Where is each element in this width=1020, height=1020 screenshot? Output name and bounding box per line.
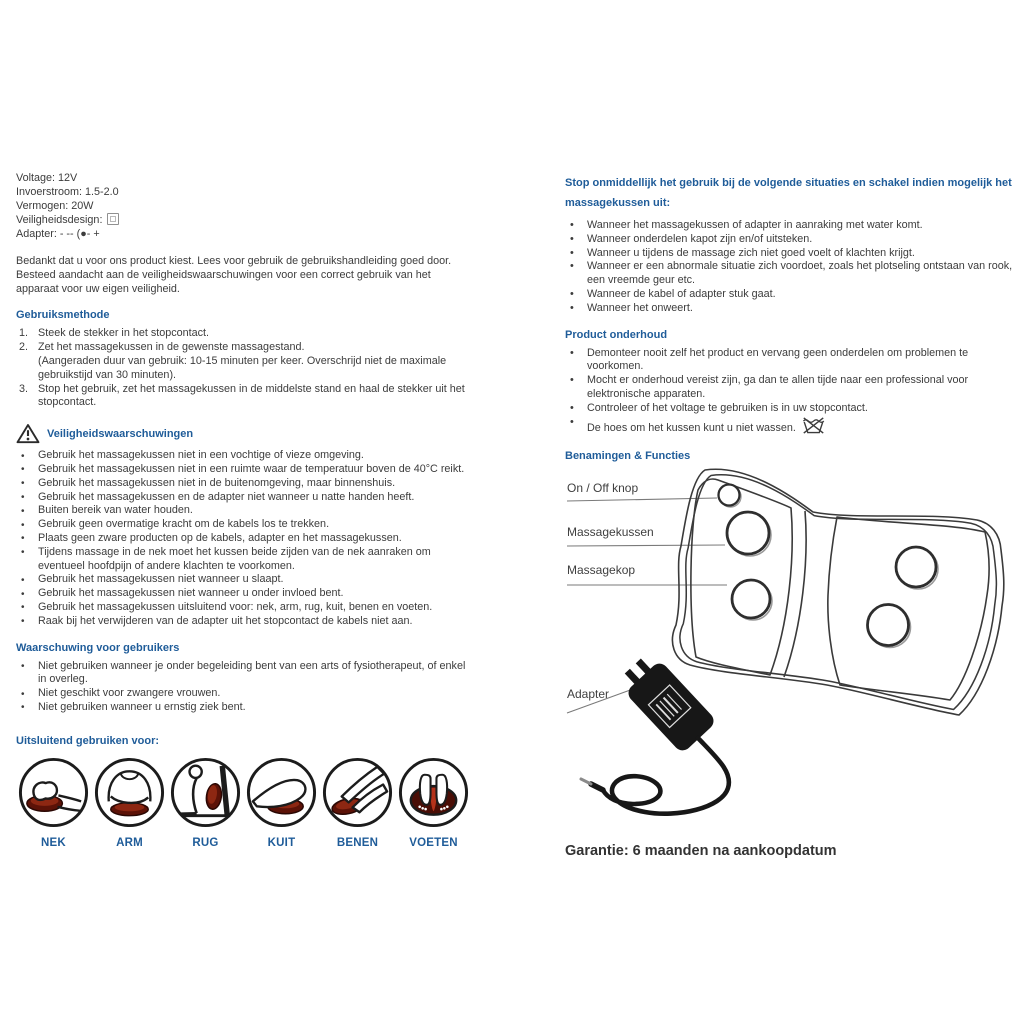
- list-item: • Tijdens massage in de nek moet het kussen beide zijden van de nek aanraken om eventueel hoofdpijn of andere klachten te voorkomen.: [16, 546, 468, 574]
- list-item: • Niet geschikt voor zwangere vrouwen.: [16, 687, 468, 701]
- zone-arm: [92, 755, 167, 851]
- safety-warning-list: [16, 449, 468, 628]
- maintenance-title: Product onderhoud: [565, 328, 668, 341]
- list-item: • Wanneer u tijdens de massage zich niet goed voelt of klachten krijgt.: [565, 247, 1015, 261]
- list-item: • Gebruik het massagekussen niet wanneer u onder invloed bent.: [16, 587, 468, 601]
- zone-nek: [16, 755, 91, 851]
- usage-step: 1. Steek de stekker in het stopcontact.: [19, 327, 210, 340]
- list-item: • De hoes om het kussen kunt u niet wassen.: [565, 416, 1015, 436]
- stop-usage-title: Stop onmiddellijk het gebruik bij de volgende situaties en schakel indien mogelijk het massagekussen uit:: [565, 177, 1012, 209]
- list-item: • Gebruik het massagekussen niet in de buitenomgeving, maar binnenshuis.: [16, 477, 468, 491]
- label-adapter: Adapter: [567, 687, 610, 702]
- list-item: • Gebruik geen overmatige kracht om de kabels los te trekken.: [16, 518, 468, 532]
- list-item: • Raak bij het verwijderen van de adapter uit het stopcontact de kabels niet aan.: [16, 615, 468, 629]
- left-column: [16, 172, 468, 851]
- body-zone-icons: [16, 755, 468, 851]
- zone-label: VOETEN: [409, 836, 458, 849]
- list-item: • Wanneer het massagekussen of adapter in aanraking met water komt.: [565, 219, 1015, 233]
- arm-massage-icon: [92, 755, 167, 830]
- back-massage-icon: [168, 755, 243, 830]
- zone-label: BENEN: [336, 836, 379, 849]
- zone-voeten: [396, 755, 471, 851]
- list-item: • Niet gebruiken wanneer u ernstig ziek bent.: [16, 701, 468, 715]
- usage-title: Gebruiksmethode: [16, 309, 110, 322]
- list-item: • Gebruik het massagekussen en de adapter niet wanneer u natte handen heeft.: [16, 491, 468, 505]
- list-item: • Wanneer onderdelen kapot zijn en/of uitsteken.: [565, 233, 1015, 247]
- cushion-outline: [672, 470, 1003, 716]
- list-item: • Wanneer het onweert.: [565, 302, 1015, 316]
- user-warning-list: [16, 660, 468, 715]
- user-warning-title: Waarschuwing voor gebruikers: [16, 641, 180, 654]
- list-item: • Gebruik het massagekussen uitsluitend voor: nek, arm, rug, kuit, benen en voeten.: [16, 601, 468, 615]
- zone-label: RUG: [192, 836, 219, 849]
- dc-plug-tip: [581, 779, 591, 784]
- list-item: • Mocht er onderhoud vereist zijn, ga dan te allen tijde naar een professional voor elektronische apparaten.: [565, 374, 1015, 402]
- list-item: • Gebruik het massagekussen niet in een vochtige of vieze omgeving.: [16, 449, 468, 463]
- spec-adapter-polarity: Adapter: - -- (●- +: [16, 228, 100, 241]
- spec-block: [16, 172, 468, 242]
- spec-safety-design: Veiligheidsdesign:: [16, 213, 468, 228]
- label-massagekussen: Massagekussen: [567, 525, 654, 540]
- warranty-note: Garantie: 6 maanden na aankoopdatum: [565, 843, 837, 860]
- zone-label: NEK: [41, 836, 66, 849]
- usage-step: 3. Stop het gebruik, zet het massagekussen in de middelste stand en haal de stekker uit het stopcontact.: [19, 382, 465, 409]
- product-diagram: [565, 468, 1015, 834]
- zone-benen: [320, 755, 395, 851]
- massage-cushion-diagram: [565, 468, 1013, 834]
- maintenance-list: [565, 347, 1015, 436]
- use-only-title: Uitsluitend gebruiken voor:: [16, 734, 160, 747]
- neck-massage-icon: [16, 755, 91, 830]
- spec-voltage: Voltage: 12V: [16, 172, 78, 184]
- list-item: • Plaats geen zware producten op de kabels, adapter en het massagekussen.: [16, 532, 468, 546]
- label-on-off-knop: On / Off knop: [567, 481, 639, 496]
- zone-label: ARM: [116, 836, 143, 849]
- spec-power: Vermogen: 20W: [16, 199, 94, 212]
- calf-massage-icon: [244, 755, 319, 830]
- list-item: • Demonteer nooit zelf het product en vervang geen onderdelen om problemen te voorkomen.: [565, 347, 1015, 375]
- list-item: • Wanneer de kabel of adapter stuk gaat.: [565, 288, 1015, 302]
- usage-steps: [16, 327, 468, 410]
- zone-label: KUIT: [267, 836, 296, 849]
- intro-paragraph: Bedankt dat u voor ons product kiest. Lees voor gebruik de gebruikshandleiding goed door. Besteed aandacht aan de veiligheidswaarschuwingen voor een correct gebruik van het apparaat voor uw eigen veiligheid.: [16, 254, 452, 295]
- right-column: [565, 174, 1015, 860]
- usage-step: 2. Zet het massagekussen in de gewenste massagestand. (Aangeraden duur van gebruik: 10-15 minuten per keer. Overschrijd niet de maximale gebruikstijd van 30 minuten).: [16, 341, 468, 382]
- spec-current: Invoerstroom: 1.5-2.0: [16, 185, 119, 198]
- safety-warnings-title: Veiligheidswaarschuwingen: [16, 423, 468, 444]
- list-item: • Buiten bereik van water houden.: [16, 504, 468, 518]
- power-adapter-drawing: [581, 650, 729, 814]
- legs-massage-icon: [320, 755, 395, 830]
- zone-rug: [168, 755, 243, 851]
- power-cord: [603, 738, 729, 814]
- warning-triangle-icon: [16, 423, 40, 444]
- list-item: • Controleer of het voltage te gebruiken is in uw stopcontact.: [565, 402, 1015, 416]
- zone-kuit: [244, 755, 319, 851]
- list-item: • Wanneer er een abnormale situatie zich voordoet, zoals het plotseling ontstaan van rook, een vreemde geur etc.: [565, 260, 1015, 288]
- do-not-wash-icon: [802, 416, 825, 435]
- stop-usage-list: [565, 219, 1015, 316]
- class-ii-insulation-icon: [107, 213, 119, 225]
- list-item: • Niet gebruiken wanneer je onder begeleiding bent van een arts of fysiotherapeut, of enkel in overleg.: [16, 660, 468, 688]
- parts-title: Benamingen & Functies: [565, 450, 691, 463]
- list-item: • Gebruik het massagekussen niet wanneer u slaapt.: [16, 573, 468, 587]
- label-massagekop: Massagekop: [567, 563, 636, 578]
- list-item: • Gebruik het massagekussen niet in een ruimte waar de temperatuur boven de 40°C reikt.: [16, 463, 468, 477]
- usage-step-note: (Aangeraden duur van gebruik: 10-15 minuten per keer. Overschrijd niet de maximale gebruikstijd van 30 minuten).: [38, 354, 447, 381]
- feet-massage-icon: [396, 755, 471, 830]
- on-off-button-circle: [719, 485, 740, 506]
